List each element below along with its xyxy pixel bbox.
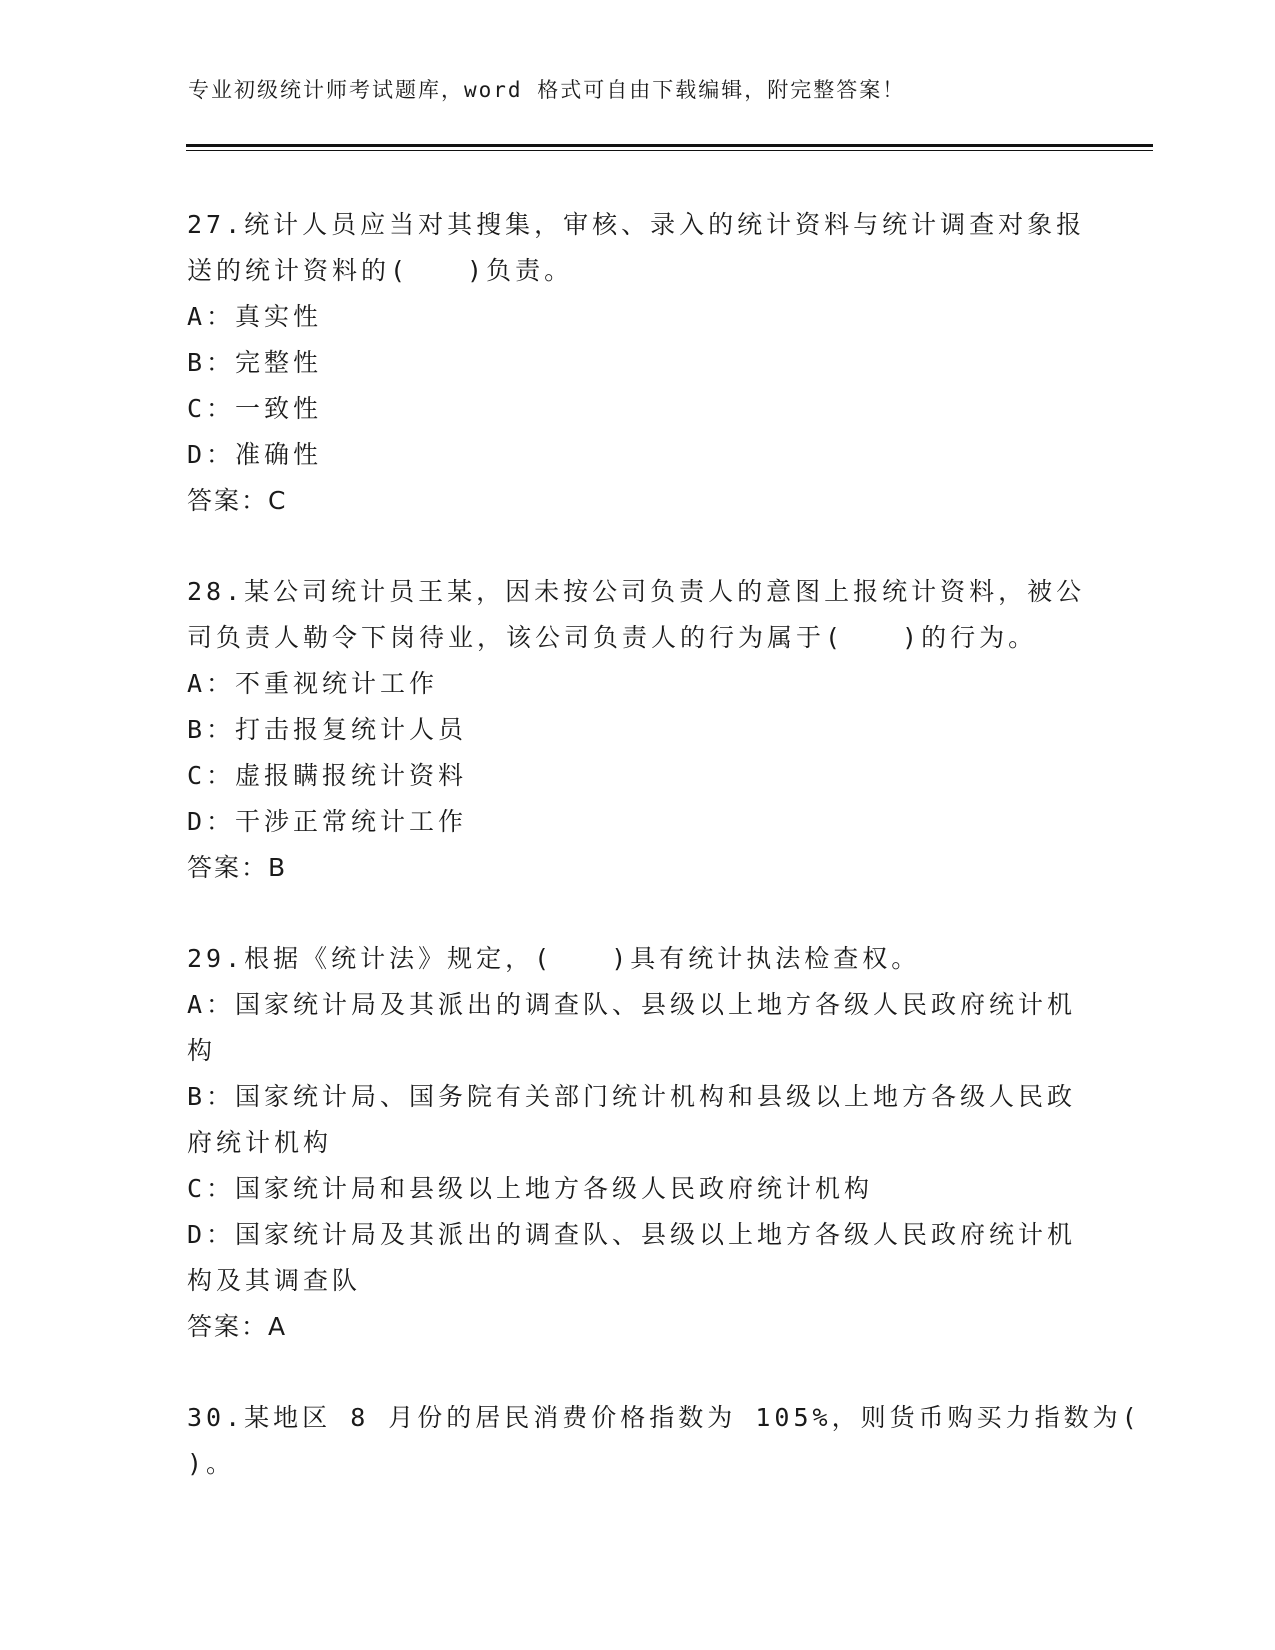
question-text: )。 bbox=[187, 1449, 236, 1478]
question-text: 28.某公司统计员王某，因未按公司负责人的意图上报统计资料，被公 bbox=[187, 577, 1086, 606]
question-30 bbox=[187, 1395, 1141, 1487]
answer: 答案：C bbox=[187, 486, 288, 515]
question-text: 29.根据《统计法》规定，( )具有统计执法检查权。 bbox=[187, 944, 921, 973]
question-text: 30.某地区 8 月份的居民消费价格指数为 105%，则货币购买力指数为( bbox=[187, 1403, 1141, 1432]
option-b: B：国家统计局、国务院有关部门统计机构和县级以上地方各级人民政 bbox=[187, 1082, 1077, 1111]
header-rule-thin bbox=[186, 150, 1153, 151]
answer: 答案：A bbox=[187, 1312, 288, 1341]
option-d-cont: 构及其调查队 bbox=[187, 1266, 362, 1295]
option-d: D：准确性 bbox=[187, 440, 323, 469]
option-b: B：完整性 bbox=[187, 348, 323, 377]
option-a-cont: 构 bbox=[187, 1036, 217, 1065]
question-text: 送的统计资料的( )负责。 bbox=[187, 256, 574, 285]
option-d: D：干涉正常统计工作 bbox=[187, 807, 468, 836]
option-a: A：真实性 bbox=[187, 302, 323, 331]
question-text: 27.统计人员应当对其搜集，审核、录入的统计资料与统计调查对象报 bbox=[187, 210, 1086, 239]
option-c: C：虚报瞒报统计资料 bbox=[187, 761, 468, 790]
question-list bbox=[187, 202, 1141, 1532]
question-text: 司负责人勒令下岗待业，该公司负责人的行为属于( )的行为。 bbox=[187, 623, 1038, 652]
header-rule bbox=[186, 144, 1153, 147]
answer: 答案：B bbox=[187, 853, 288, 882]
option-b-cont: 府统计机构 bbox=[187, 1128, 333, 1157]
option-a: A：不重视统计工作 bbox=[187, 669, 439, 698]
option-b: B：打击报复统计人员 bbox=[187, 715, 468, 744]
option-a: A：国家统计局及其派出的调查队、县级以上地方各级人民政府统计机 bbox=[187, 990, 1077, 1019]
question-29 bbox=[187, 936, 1077, 1350]
question-27 bbox=[187, 202, 1086, 524]
option-d: D：国家统计局及其派出的调查队、县级以上地方各级人民政府统计机 bbox=[187, 1220, 1077, 1249]
question-28 bbox=[187, 569, 1086, 891]
option-c: C：国家统计局和县级以上地方各级人民政府统计机构 bbox=[187, 1174, 874, 1203]
page-header: 专业初级统计师考试题库，word 格式可自由下载编辑，附完整答案！ bbox=[188, 78, 906, 102]
option-c: C：一致性 bbox=[187, 394, 323, 423]
